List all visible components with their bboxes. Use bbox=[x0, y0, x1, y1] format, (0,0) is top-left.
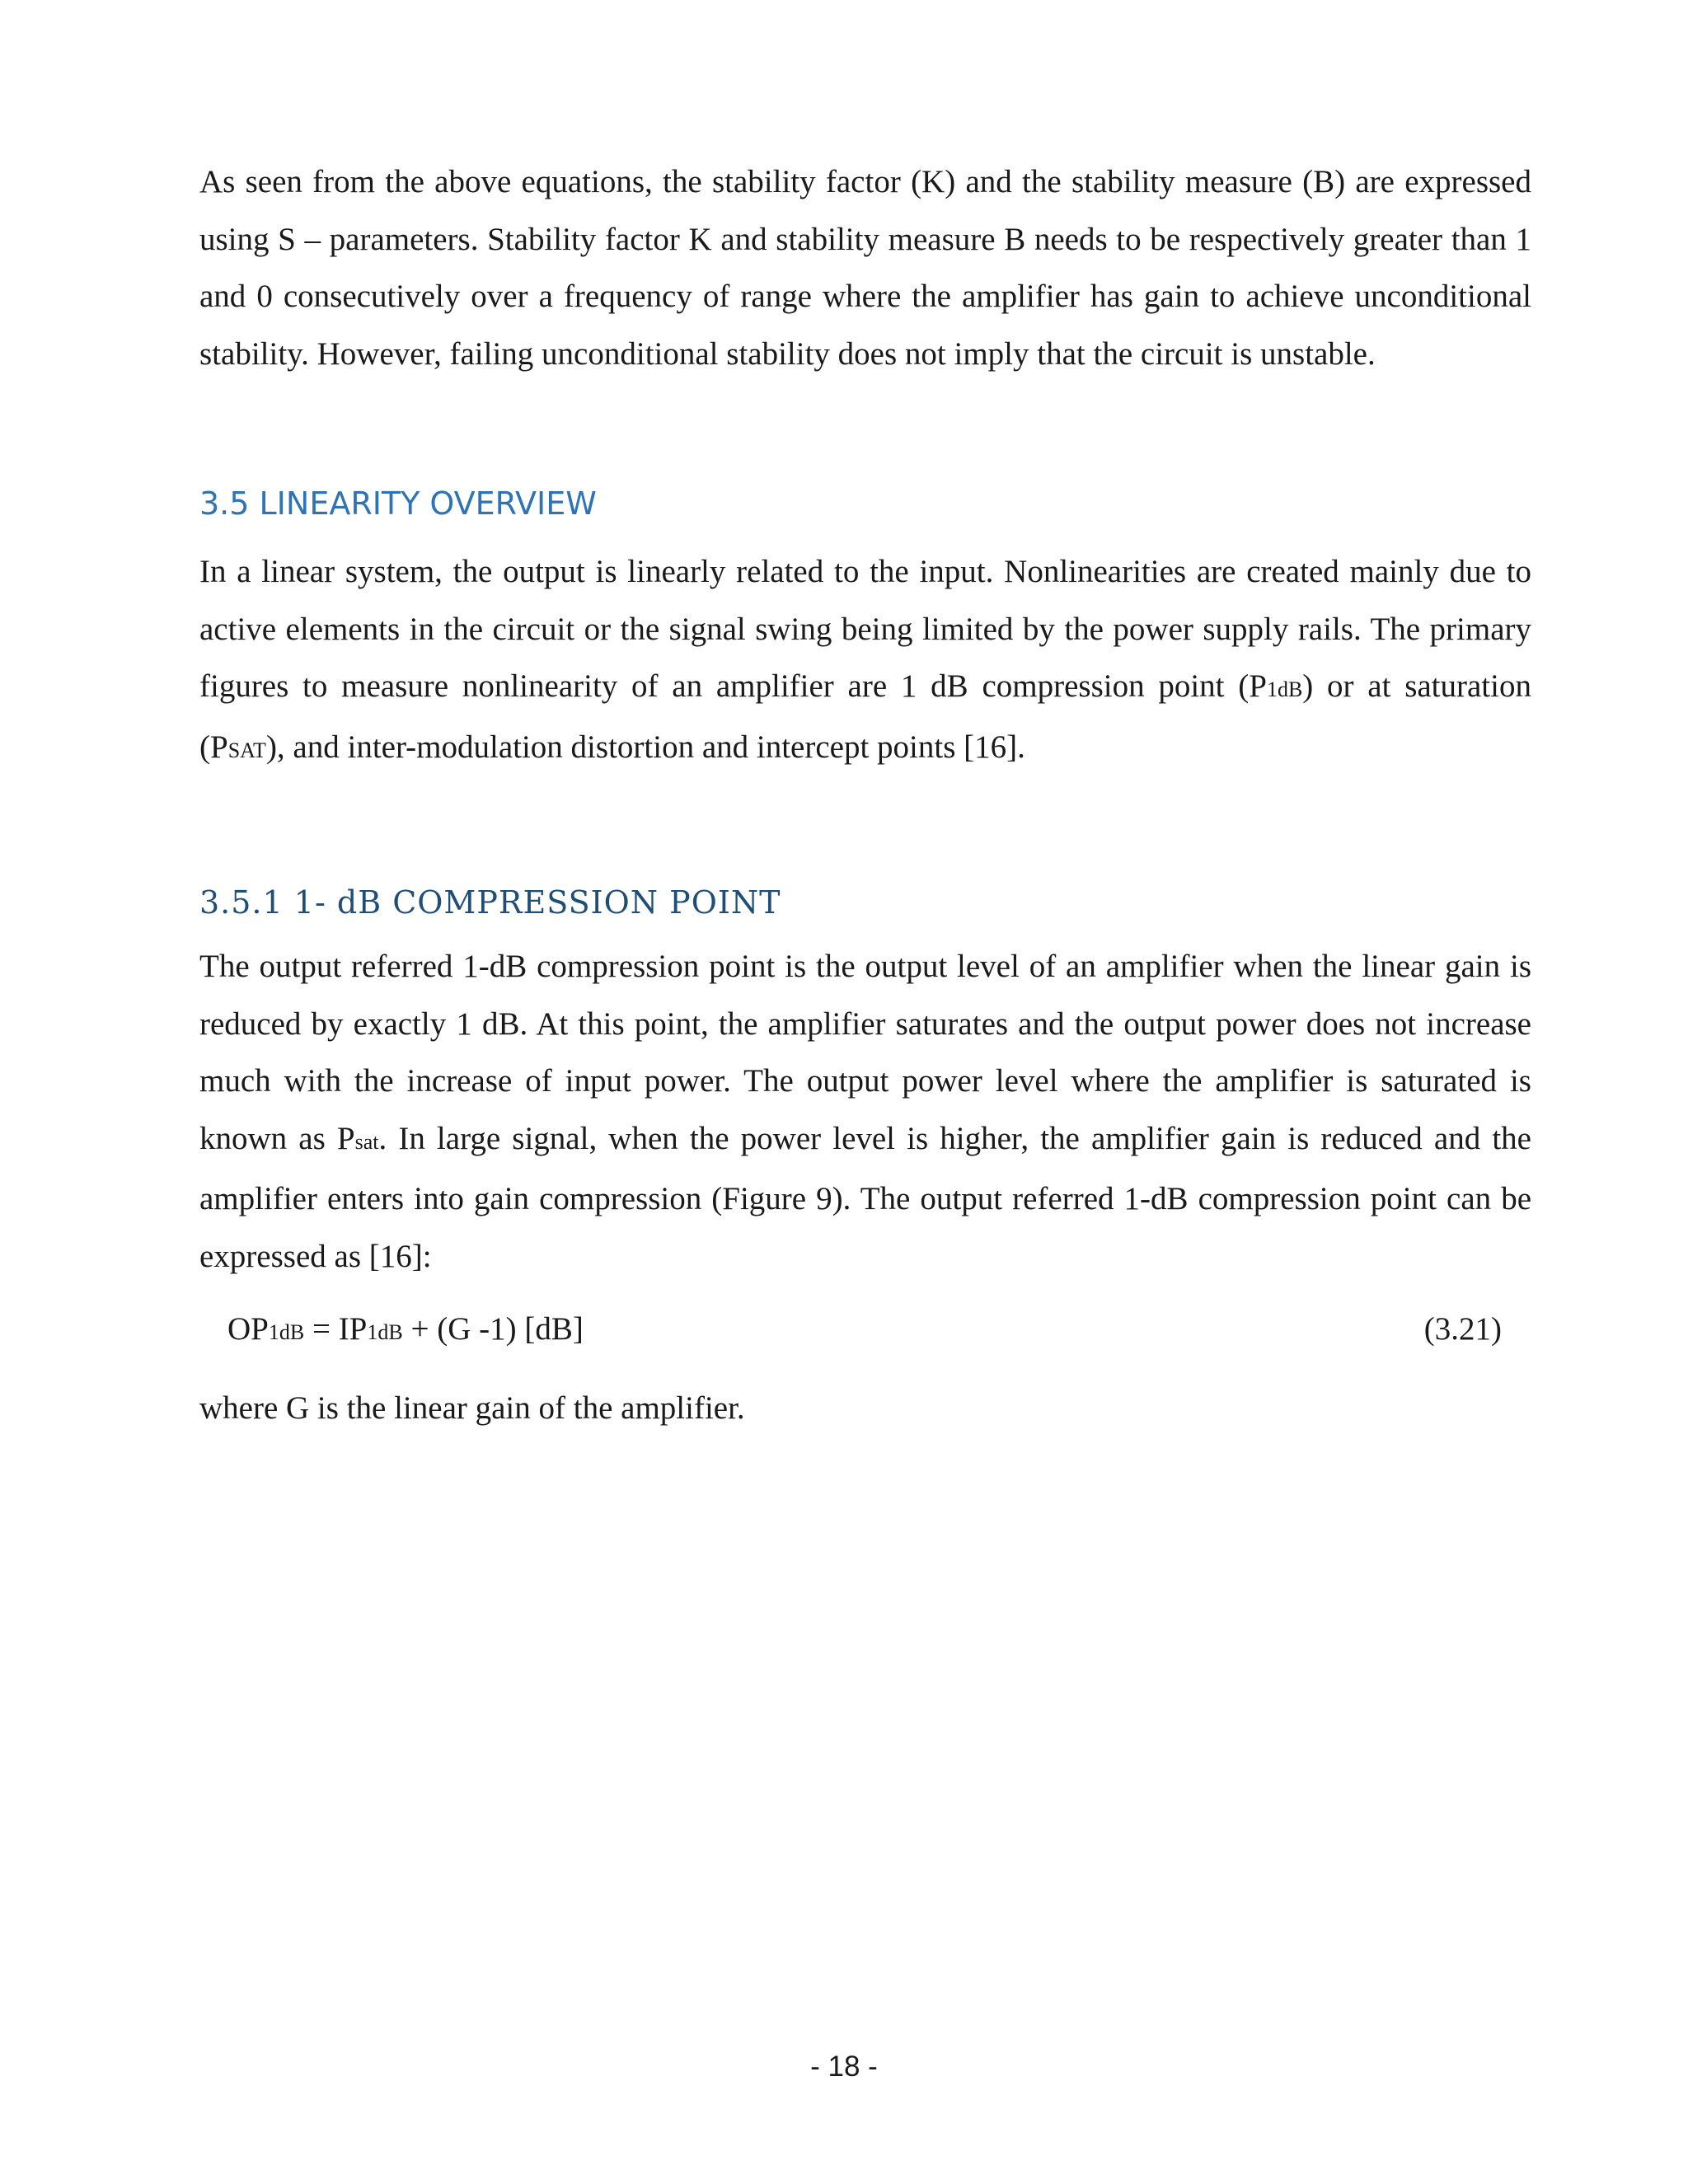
linearity-text-b: ) or at saturation (P bbox=[199, 668, 1531, 765]
equation-3-21 bbox=[227, 1301, 1502, 1361]
equation-rest: + (G -1) [dB] bbox=[402, 1311, 584, 1347]
equation-ip-subscript: 1dB bbox=[367, 1320, 403, 1344]
paragraph-closing bbox=[199, 1380, 1531, 1437]
heading-linearity-overview: 3.5 LINEARITY OVERVIEW bbox=[199, 485, 597, 522]
p1db-subscript: 1dB bbox=[1266, 677, 1303, 701]
paragraph-stability bbox=[199, 153, 1531, 382]
closing-text: where G is the linear gain of the amplifier. bbox=[199, 1390, 745, 1426]
paragraph-linearity bbox=[199, 543, 1531, 779]
heading-compression-point: 3.5.1 1- dB COMPRESSION POINT bbox=[199, 884, 781, 921]
equation-number: (3.21) bbox=[1423, 1311, 1502, 1347]
equation-op-subscript: 1dB bbox=[268, 1320, 305, 1344]
equation-op: OP bbox=[227, 1311, 269, 1347]
linearity-text-c: ), and inter-modulation distortion and intercept points [16]. bbox=[265, 729, 1025, 765]
page-number: - 18 - bbox=[810, 2050, 878, 2083]
compression-text-b: . In large signal, when the power level is higher, the amplifier gain is reduced and the amplifier enters into gain compression (Figure 9). The output referred 1-dB compression point can be expressed as [16]: bbox=[199, 1120, 1531, 1274]
paragraph-stability-text: As seen from the above equations, the stability factor (K) and the stability measure (B) are expressed using S – parameters. Stability factor K and stability measure B needs to be respectively greater than 1 and 0 consecutively over a frequency of range where the amplifier has gain to achieve unconditional stability. However, failing unconditional stability does not imply that the circuit is unstable. bbox=[199, 164, 1531, 372]
linearity-text-a: In a linear system, the output is linearly related to the input. Nonlinearities are created mainly due to active elements in the circuit or the signal swing being limited by the power supply rails. The primary figures to measure nonlinearity of an amplifier are 1 dB compression point (P bbox=[199, 554, 1531, 704]
paragraph-compression bbox=[199, 938, 1531, 1285]
psat-subscript: SAT bbox=[227, 738, 266, 762]
equation-expression bbox=[227, 1301, 584, 1361]
compression-text-a: The output referred 1-dB compression point is the output level of an amplifier when the linear gain is reduced by exactly 1 dB. At this point, the amplifier saturates and the output power does not increase much with the increase of input power. The output power level where the amplifier is saturated is known as P bbox=[199, 949, 1531, 1156]
psat-lower-subscript: sat bbox=[354, 1129, 379, 1154]
equation-mid: = IP bbox=[304, 1311, 368, 1347]
